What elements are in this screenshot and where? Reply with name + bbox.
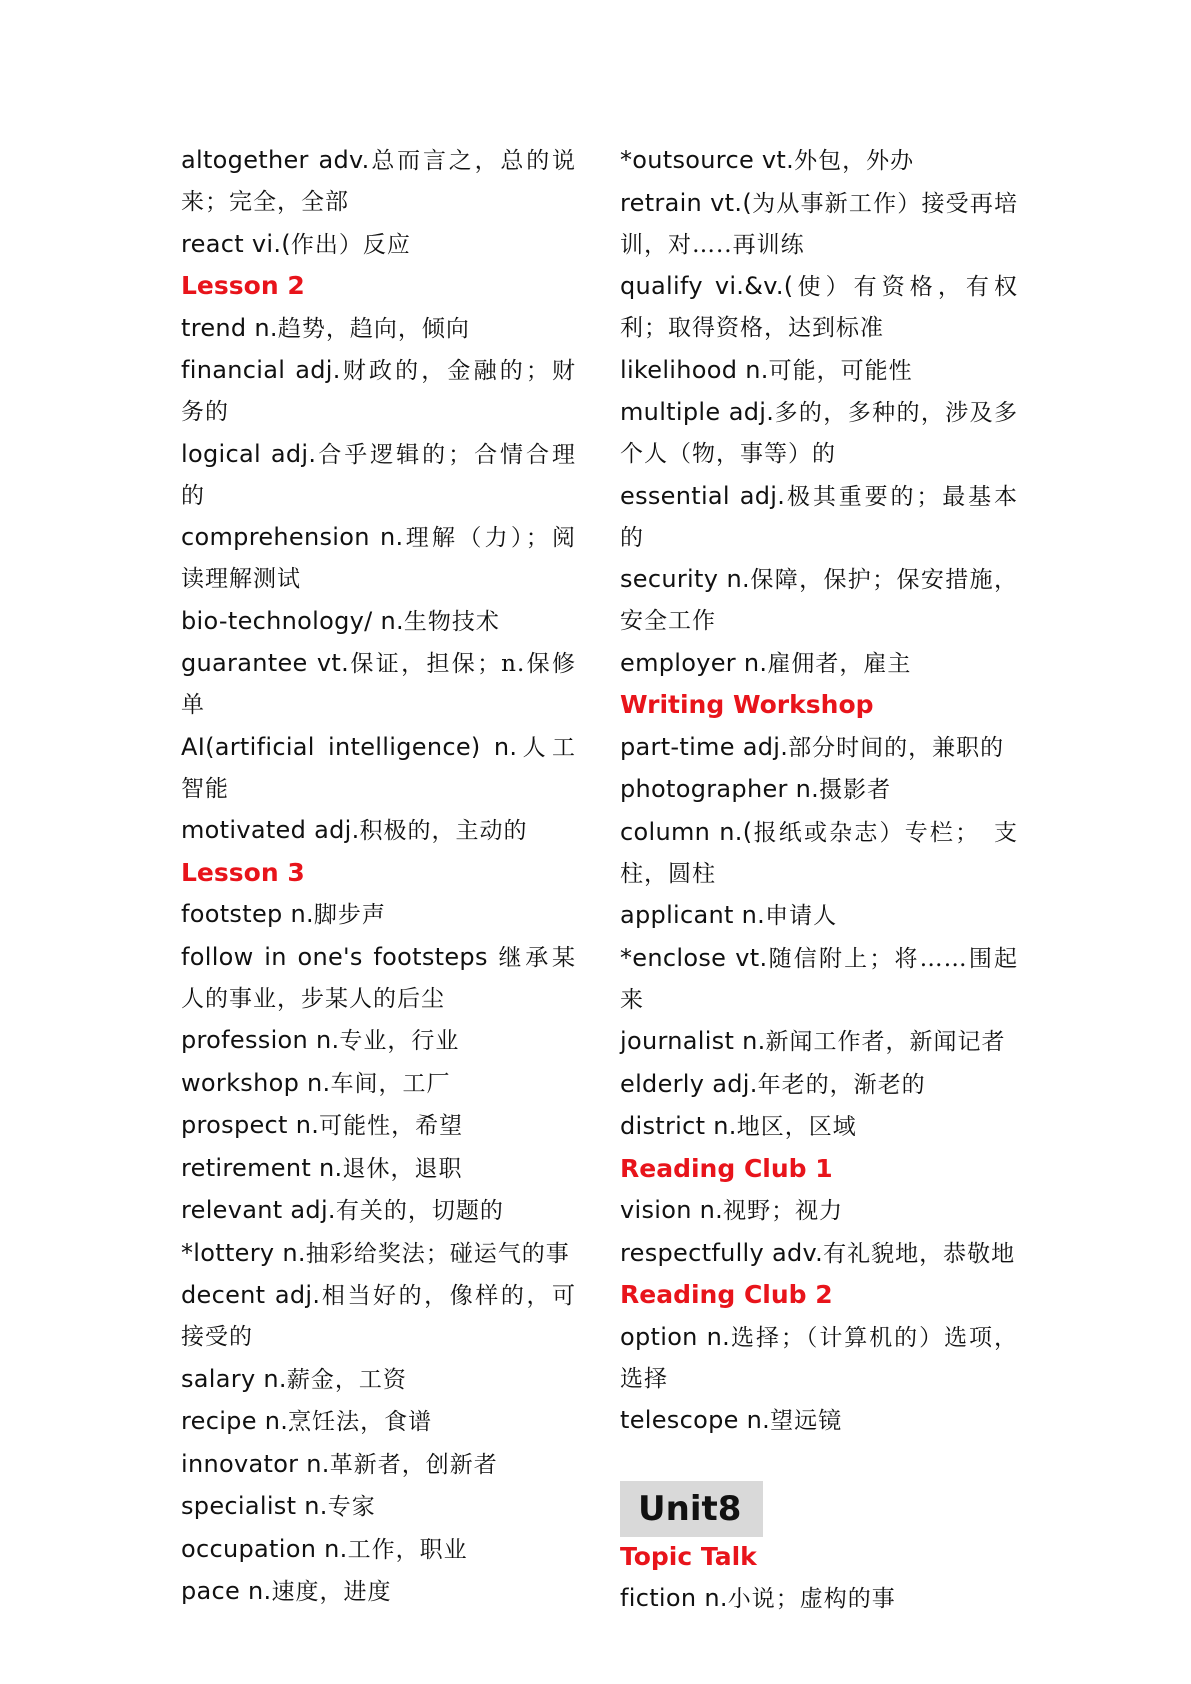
vocab-entry xyxy=(620,1233,1018,1274)
vocab-entry xyxy=(181,1486,576,1527)
vocab-entry xyxy=(620,938,1018,1020)
vocab-word: trend n. xyxy=(181,313,278,342)
vocab-definition: 专业，行业 xyxy=(339,1028,460,1054)
vocab-word: photographer n. xyxy=(620,775,820,803)
unit-title-block xyxy=(620,1443,1018,1537)
vocab-definition: 生物技术 xyxy=(403,608,500,635)
vocab-definition: 地区，区域 xyxy=(736,1114,857,1140)
vocab-definition: 相当好的，像样的，可接受的 xyxy=(181,1283,577,1350)
vocab-definition: 人工智能 xyxy=(181,734,576,802)
vocab-entry xyxy=(620,392,1018,474)
vocab-entry xyxy=(620,1190,1018,1231)
vocab-entry xyxy=(620,812,1018,894)
vocab-entry xyxy=(181,1275,576,1357)
section-heading: Reading Club 2 xyxy=(620,1280,833,1309)
vocab-word: altogether adv. xyxy=(181,146,370,174)
vocab-entry xyxy=(620,1106,1018,1147)
vocab-entry xyxy=(181,350,576,432)
vocab-definition: 外包，外办 xyxy=(794,148,915,174)
vocab-entry xyxy=(620,559,1018,641)
vocab-entry xyxy=(181,643,576,725)
vocab-word: react vi.( xyxy=(181,229,291,258)
vocab-definition: 车间，工厂 xyxy=(330,1070,451,1097)
vocab-definition: 继承某人的事业，步某人的后尘 xyxy=(181,944,577,1012)
vocab-word: qualify vi.&v.( xyxy=(620,272,794,300)
vocab-entry xyxy=(620,727,1018,768)
vocab-definition: 报纸或杂志）专栏； 支柱，圆柱 xyxy=(620,819,1018,887)
vocab-definition: 小说；虚构的事 xyxy=(727,1586,896,1612)
vocab-definition: 脚步声 xyxy=(313,902,386,928)
vocab-entry xyxy=(181,601,576,642)
vocab-word: respectfully adv. xyxy=(620,1238,824,1267)
vocab-definition: 理解（力）；阅读理解测试 xyxy=(181,525,576,592)
vocab-word: multiple adj. xyxy=(620,398,775,426)
right-column xyxy=(620,140,1018,1621)
unit-title: Unit8 xyxy=(620,1481,763,1537)
vocab-entry xyxy=(181,1105,576,1146)
vocab-definition: 年老的，渐老的 xyxy=(757,1071,926,1098)
vocab-entry xyxy=(620,643,1018,684)
vocab-definition: 工作，职业 xyxy=(347,1536,468,1563)
vocab-definition: 雇佣者，雇主 xyxy=(767,650,912,677)
vocab-definition: 视野；视力 xyxy=(723,1198,844,1224)
vocab-definition: 新闻工作者，新闻记者 xyxy=(765,1029,1006,1055)
vocab-word: logical adj. xyxy=(181,439,317,468)
vocab-word: employer n. xyxy=(620,648,768,677)
vocab-entry xyxy=(181,1444,576,1485)
vocab-definition: 速度，进度 xyxy=(271,1579,392,1605)
section-heading: Topic Talk xyxy=(620,1541,757,1571)
vocab-word: essential adj. xyxy=(620,481,786,510)
vocab-word: motivated adj. xyxy=(181,816,360,844)
vocab-entry xyxy=(181,434,576,516)
vocab-word: footstep n. xyxy=(181,900,314,928)
section-heading: Reading Club 1 xyxy=(620,1153,833,1183)
vocab-word: salary n. xyxy=(181,1364,287,1393)
vocab-definition: 作出）反应 xyxy=(290,231,411,258)
vocab-entry xyxy=(620,1400,1018,1441)
vocab-entry xyxy=(620,1064,1018,1105)
vocab-entry xyxy=(181,1190,576,1231)
vocab-definition: 申请人 xyxy=(765,903,838,929)
vocab-word: security n. xyxy=(620,565,750,593)
vocab-entry xyxy=(620,476,1018,558)
section-heading: Writing Workshop xyxy=(620,690,874,719)
vocab-word: applicant n. xyxy=(620,901,766,929)
vocab-word: *lottery n. xyxy=(181,1238,306,1267)
vocab-definition: 随信附上；将……围起来 xyxy=(620,945,1018,1013)
vocab-definition: 趋势，趋向，倾向 xyxy=(277,315,470,342)
vocab-entry xyxy=(620,350,1018,391)
vocab-definition: 极其重要的；最基本的 xyxy=(620,483,1019,551)
vocab-entry xyxy=(181,517,576,599)
vocab-definition: 部分时间的，兼职的 xyxy=(788,734,1005,761)
vocab-definition: 合乎逻辑的；合情合理的 xyxy=(181,441,576,509)
vocab-word: bio-technology/ n. xyxy=(181,606,404,635)
vocab-definition: 摄影者 xyxy=(819,777,892,803)
vocab-definition: 望远镜 xyxy=(770,1408,843,1434)
vocab-word: journalist n. xyxy=(620,1027,766,1055)
vocab-word: likelihood n. xyxy=(620,355,769,384)
vocab-word: relevant adj. xyxy=(181,1196,336,1224)
vocab-definition: 选择；（计算机的）选项，选择 xyxy=(620,1324,1019,1392)
vocab-entry xyxy=(181,810,576,851)
vocab-word: option n. xyxy=(620,1322,731,1351)
vocab-entry xyxy=(620,266,1018,348)
vocab-definition: 多的，多种的，涉及多个人（物，事等）的 xyxy=(620,400,1018,467)
vocab-word: financial adj. xyxy=(181,356,341,384)
section-heading: Lesson 2 xyxy=(181,271,305,300)
vocab-entry xyxy=(181,1063,576,1104)
vocab-definition: 使）有资格，有权利；取得资格，达到标准 xyxy=(620,274,1018,341)
vocab-word: pace n. xyxy=(181,1577,272,1605)
vocab-entry xyxy=(181,1233,576,1274)
left-column xyxy=(181,140,576,1614)
vocab-word: retrain vt.( xyxy=(620,188,752,217)
vocab-entry xyxy=(181,140,576,222)
vocab-definition: 有关的，切题的 xyxy=(335,1198,504,1224)
vocab-definition: 有礼貌地，恭敬地 xyxy=(823,1240,1016,1267)
vocab-entry xyxy=(620,769,1018,810)
vocab-word: profession n. xyxy=(181,1026,340,1054)
vocab-entry xyxy=(620,1317,1018,1399)
section-heading: Lesson 3 xyxy=(181,857,305,887)
vocab-definition: 薪金，工资 xyxy=(286,1366,407,1393)
vocab-entry xyxy=(181,1020,576,1061)
vocab-entry xyxy=(181,224,576,265)
vocab-word: AI(artificial intelligence) n. xyxy=(181,732,518,761)
vocab-definition: 积极的，主动的 xyxy=(359,818,528,844)
vocab-entry xyxy=(620,183,1018,265)
vocab-entry xyxy=(620,1578,1018,1619)
vocab-definition: 保障，保护；保安措施，安全工作 xyxy=(620,567,1019,634)
vocab-word: column n.( xyxy=(620,817,753,846)
vocab-entry xyxy=(181,1148,576,1189)
vocab-entry xyxy=(181,1529,576,1570)
vocab-definition: 为从事新工作）接受再培训，对…..再训练 xyxy=(620,190,1019,258)
vocab-definition: 革新者，创新者 xyxy=(329,1451,498,1478)
vocab-word: *outsource vt. xyxy=(620,146,795,174)
vocab-definition: 可能，可能性 xyxy=(768,357,913,384)
vocab-entry xyxy=(620,1021,1018,1062)
vocab-definition: 抽彩给奖法；碰运气的事 xyxy=(305,1240,570,1267)
vocab-entry xyxy=(181,1571,576,1612)
vocab-definition: 总而言之，总的说来；完全，全部 xyxy=(181,148,577,215)
vocab-word: prospect n. xyxy=(181,1111,320,1139)
vocab-word: guarantee vt. xyxy=(181,649,350,677)
vocab-entry xyxy=(620,140,1018,181)
vocab-word: innovator n. xyxy=(181,1449,330,1478)
vocab-word: workshop n. xyxy=(181,1068,331,1097)
vocab-word: elderly adj. xyxy=(620,1069,758,1098)
vocab-definition: 专家 xyxy=(327,1494,376,1520)
vocab-word: specialist n. xyxy=(181,1492,328,1520)
vocab-word: vision n. xyxy=(620,1196,724,1224)
vocab-entry xyxy=(620,895,1018,936)
vocab-word: occupation n. xyxy=(181,1534,348,1563)
vocab-word: part-time adj. xyxy=(620,732,789,761)
vocab-entry xyxy=(181,1359,576,1400)
vocab-word: comprehension n. xyxy=(181,523,404,551)
vocab-entry xyxy=(181,937,576,1019)
vocab-word: decent adj. xyxy=(181,1281,321,1309)
vocab-definition: 可能性，希望 xyxy=(319,1113,464,1139)
vocab-word: follow in one's footsteps xyxy=(181,942,499,971)
vocab-definition: 保证，担保；n.保修单 xyxy=(181,651,577,718)
vocab-word: recipe n. xyxy=(181,1407,289,1435)
vocab-word: telescope n. xyxy=(620,1406,771,1434)
vocab-definition: 财政的，金融的；财务的 xyxy=(181,358,576,425)
vocab-word: fiction n. xyxy=(620,1584,728,1612)
vocab-definition: 退休，退职 xyxy=(342,1155,463,1182)
vocab-entry xyxy=(181,894,576,935)
vocab-entry xyxy=(181,308,576,349)
vocab-entry xyxy=(181,1401,576,1442)
vocab-entry xyxy=(181,727,576,809)
vocab-word: district n. xyxy=(620,1112,737,1140)
vocab-word: retirement n. xyxy=(181,1153,343,1182)
vocab-word: *enclose vt. xyxy=(620,943,768,972)
vocab-definition: 烹饪法，食谱 xyxy=(288,1409,433,1435)
